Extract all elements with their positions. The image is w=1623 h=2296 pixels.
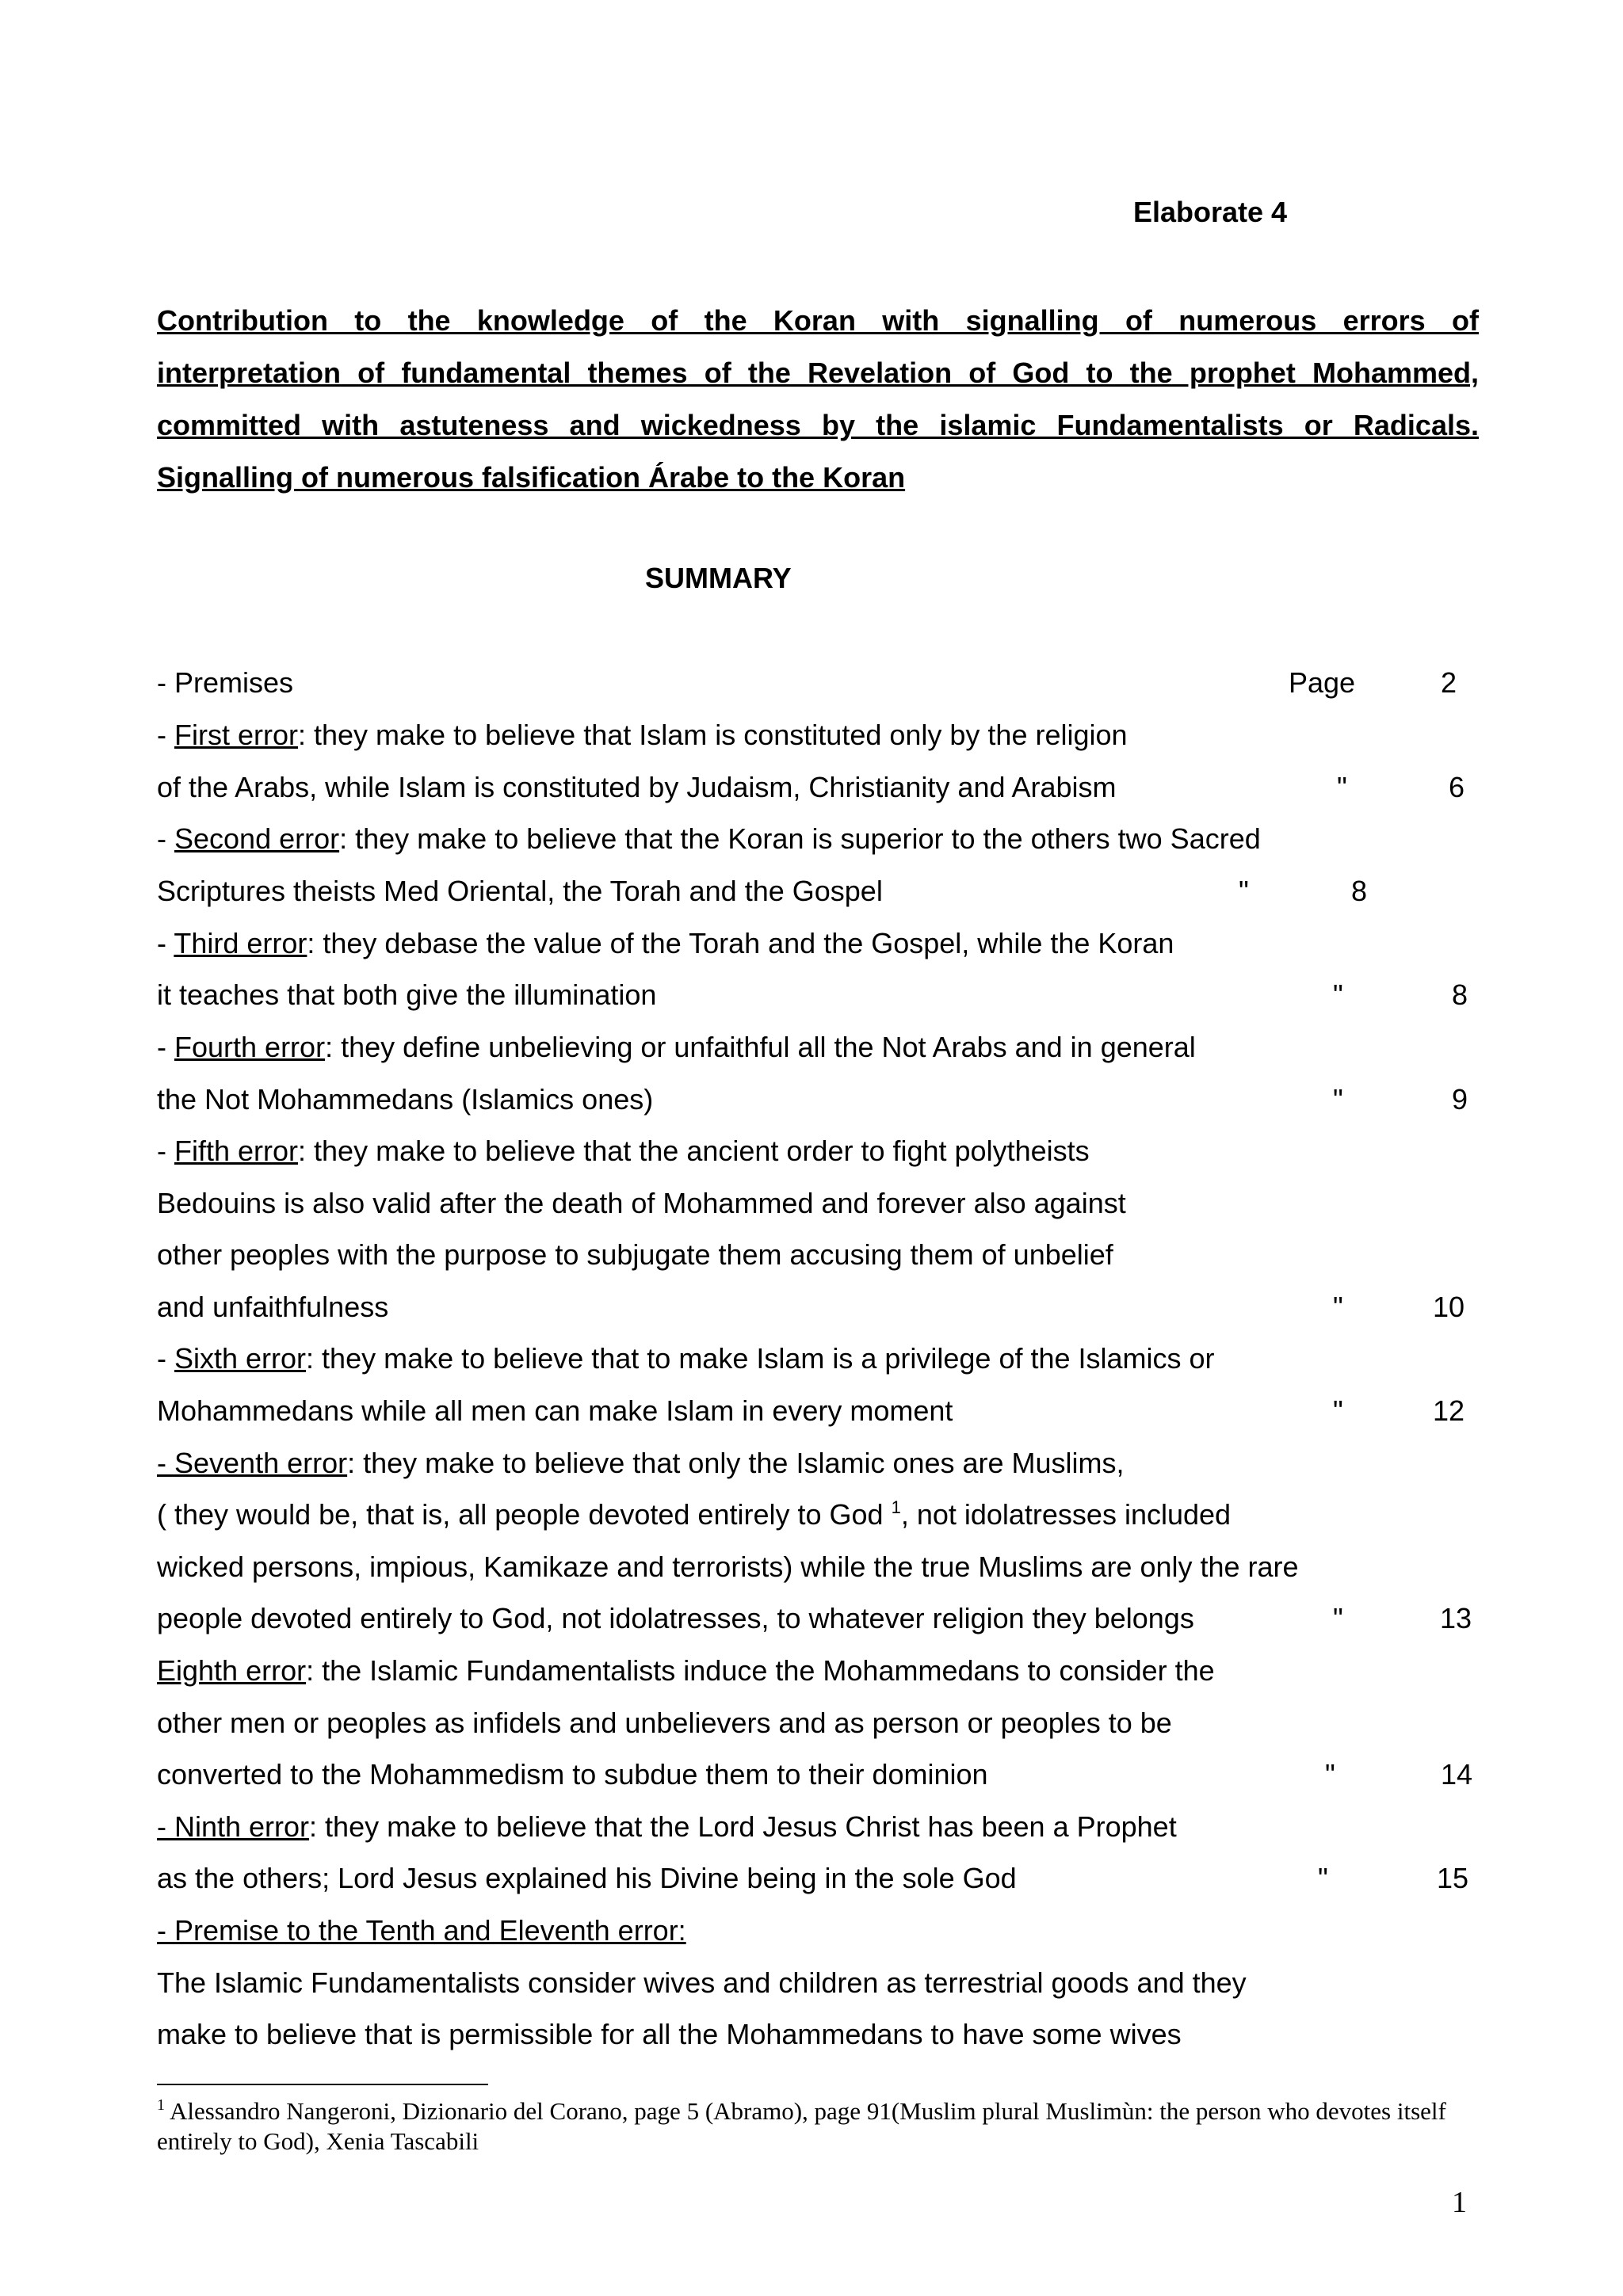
page-number: 8: [1351, 875, 1368, 907]
title-line: Signalling of numerous falsification Árabe to the Koran: [157, 461, 906, 494]
toc-entry-fifth-error: [157, 1137, 1090, 1165]
toc-line: as the others; Lord Jesus explained his Divine being in the sole God: [157, 1862, 1017, 1894]
ditto-mark: ": [1333, 978, 1343, 1011]
text-span: -: [157, 1342, 174, 1375]
page-number: 6: [1449, 771, 1465, 803]
error-name: - Seventh error: [157, 1447, 348, 1479]
page-number: 10: [1433, 1291, 1465, 1323]
title-line: interpretation of fundamental themes of the Revelation of God to the prophet Mohammed,: [157, 357, 1479, 389]
toc-line: Mohammedans while all men can make Islam in every moment: [157, 1394, 953, 1427]
toc-line: converted to the Mohammedism to subdue them to their dominion: [157, 1758, 988, 1791]
toc-line: other men or peoples as infidels and unbelievers and as person or peoples to be: [157, 1707, 1172, 1739]
footnote: [157, 2096, 1488, 2157]
text-span: : they debase the value of the Torah and the Gospel, while the Koran: [307, 927, 1174, 959]
toc-line: of the Arabs, while Islam is constituted by Judaism, Christianity and Arabism: [157, 771, 1117, 803]
title-line: Contribution to the knowledge of the Koran with signalling of numerous errors of: [157, 304, 1479, 337]
page-number: 1: [1452, 2186, 1467, 2219]
toc-line: people devoted entirely to God, not idolatresses, to whatever religion they belongs: [157, 1602, 1194, 1634]
toc-line: other peoples with the purpose to subjugate them accusing them of unbelief: [157, 1238, 1113, 1271]
toc-entry-second-error: [157, 822, 1261, 855]
error-name: Third error: [174, 927, 307, 959]
text-span: -: [157, 927, 174, 959]
toc-line: the Not Mohammedans (Islamics ones): [157, 1083, 654, 1116]
text-span: : they make to believe that the Koran is superior to the others two Sacred: [339, 822, 1261, 855]
document-label: Elaborate 4: [1133, 196, 1288, 228]
toc-line: Scriptures theists Med Oriental, the Torah and the Gospel: [157, 875, 883, 907]
text-span: : they make to believe that the Lord Jesus Christ has been a Prophet: [309, 1810, 1177, 1843]
error-name: First error: [174, 719, 298, 751]
toc-line: make to believe that is permissible for all the Mohammedans to have some wives: [157, 2018, 1182, 2050]
toc-entry-fourth-error: [157, 1033, 1196, 1062]
footnote-marker: 1: [157, 2096, 165, 2114]
toc-entry-premise-tenth-eleventh: - Premise to the Tenth and Eleventh error:: [157, 1914, 686, 1947]
toc-entry-sixth-error: [157, 1344, 1215, 1373]
error-name: Fifth error: [174, 1135, 299, 1167]
text-span: -: [157, 719, 174, 751]
ditto-mark: ": [1333, 1291, 1343, 1323]
ditto-mark: ": [1333, 1083, 1343, 1116]
footnote-text: Alessandro Nangeroni, Dizionario del Corano, page 5 (Abramo), page 91(Muslim plural Muslimùn: the person who devotes itself entirely to God), Xenia Tascabili: [157, 2097, 1446, 2155]
page-word: Page: [1289, 666, 1356, 699]
text-span: : they make to believe that the ancient order to fight polytheists: [298, 1135, 1090, 1167]
error-name: Second error: [174, 822, 340, 855]
text-span: : they make to believe that Islam is constituted only by the religion: [298, 719, 1128, 751]
ditto-mark: ": [1337, 771, 1347, 803]
text-span: : they define unbelieving or unfaithful all the Not Arabs and in general: [325, 1031, 1196, 1063]
text-span: : they make to believe that to make Islam is a privilege of the Islamics or: [306, 1342, 1215, 1375]
text-span: : they make to believe that only the Islamic ones are Muslims,: [347, 1447, 1125, 1479]
footnote-separator: [157, 2084, 488, 2085]
text-span: -: [157, 1135, 174, 1167]
toc-line: Bedouins is also valid after the death of Mohammed and forever also against: [157, 1187, 1126, 1219]
page-number: 9: [1452, 1083, 1468, 1116]
ditto-mark: ": [1318, 1862, 1328, 1894]
ditto-mark: ": [1333, 1394, 1343, 1427]
error-name: - Ninth error: [157, 1810, 310, 1843]
ditto-mark: ": [1239, 875, 1249, 907]
ditto-mark: ": [1325, 1758, 1335, 1791]
toc-entry-premises: - Premises: [157, 666, 294, 699]
summary-heading: SUMMARY: [645, 562, 792, 594]
text-span: : the Islamic Fundamentalists induce the Mohammedans to consider the: [306, 1654, 1215, 1687]
error-name: Fourth error: [174, 1031, 326, 1063]
text-span: ( they would be, that is, all people devoted entirely to God: [157, 1498, 892, 1531]
toc-entry-seventh-error: [157, 1449, 1125, 1478]
title-line: committed with astuteness and wickedness by the islamic Fundamentalists or Radicals.: [157, 409, 1479, 441]
toc-entry-eighth-error: [157, 1654, 1215, 1687]
toc-line: wicked persons, impious, Kamikaze and terrorists) while the true Muslims are only the rare: [157, 1550, 1299, 1583]
error-name: Sixth error: [174, 1342, 307, 1375]
ditto-mark: ": [1333, 1602, 1343, 1634]
toc-line: it teaches that both give the illumination: [157, 978, 657, 1011]
text-span: , not idolatresses included: [900, 1498, 1232, 1531]
text-span: -: [157, 1031, 174, 1063]
toc-entry-third-error: [157, 929, 1174, 958]
toc-line: [157, 1497, 1232, 1531]
error-name: Eighth error: [157, 1654, 307, 1687]
document-title: [157, 295, 1479, 504]
page-number: 13: [1440, 1602, 1472, 1634]
page-number: 12: [1433, 1394, 1465, 1427]
page-number: 15: [1437, 1862, 1469, 1894]
page-number: 8: [1452, 978, 1468, 1011]
toc-entry-ninth-error: [157, 1810, 1177, 1843]
text-span: -: [157, 822, 174, 855]
page-number-premises: 2: [1441, 666, 1457, 699]
toc-line: and unfaithfulness: [157, 1291, 389, 1323]
toc-entry-first-error: [157, 721, 1128, 749]
page-number: 14: [1441, 1758, 1473, 1791]
footnote-ref: 1: [891, 1497, 901, 1517]
toc-line: The Islamic Fundamentalists consider wives and children as terrestrial goods and they: [157, 1966, 1247, 1999]
